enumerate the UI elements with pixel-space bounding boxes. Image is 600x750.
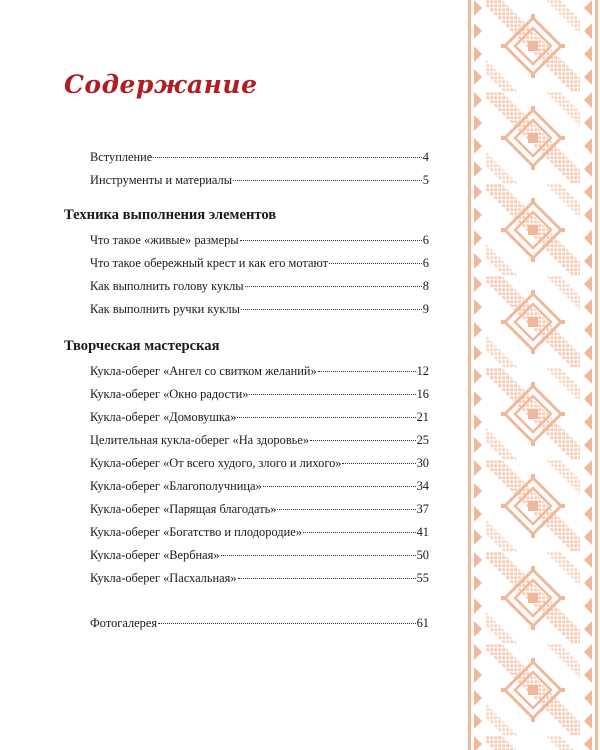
dot-leader bbox=[329, 262, 422, 264]
dot-leader bbox=[263, 485, 416, 487]
toc-entry-page: 41 bbox=[416, 525, 429, 539]
toc-entry-title: Кукла-оберег «Ангел со свитком желаний» bbox=[90, 364, 317, 378]
cross-stitch-border-ornament-icon bbox=[466, 0, 600, 750]
toc-entry-page: 55 bbox=[416, 571, 429, 585]
dot-leader bbox=[318, 370, 416, 372]
toc-entry-page: 5 bbox=[422, 173, 429, 187]
toc-entry-page: 30 bbox=[416, 456, 429, 470]
dot-leader bbox=[233, 179, 422, 181]
toc-entry[interactable] bbox=[64, 360, 429, 383]
dot-leader bbox=[310, 439, 416, 441]
toc-entry-page: 9 bbox=[422, 302, 429, 316]
toc-entry[interactable] bbox=[64, 567, 429, 590]
toc-entry-title: Как выполнить ручки куклы bbox=[90, 302, 240, 316]
toc-entry[interactable] bbox=[64, 169, 429, 192]
dot-leader bbox=[241, 308, 422, 310]
toc-entry-title: Кукла-оберег «От всего худого, злого и лихого» bbox=[90, 456, 342, 470]
toc-entry-page: 6 bbox=[422, 256, 429, 270]
table-of-contents bbox=[64, 146, 429, 635]
dot-leader bbox=[240, 239, 422, 241]
toc-entry[interactable] bbox=[64, 544, 429, 567]
dot-leader bbox=[249, 393, 415, 395]
toc-entry-title: Кукла-оберег «Богатство и плодородие» bbox=[90, 525, 302, 539]
dot-leader bbox=[303, 531, 416, 533]
toc-entry-title: Кукла-оберег «Домовушка» bbox=[90, 410, 237, 424]
dot-leader bbox=[158, 622, 416, 624]
toc-entry-page: 12 bbox=[416, 364, 429, 378]
toc-entry-title: Фотогалерея bbox=[90, 616, 158, 630]
toc-entry[interactable] bbox=[64, 406, 429, 429]
toc-entry-page: 8 bbox=[422, 279, 429, 293]
dot-leader bbox=[237, 416, 415, 418]
toc-entry-page: 61 bbox=[416, 616, 429, 630]
toc-entry[interactable] bbox=[64, 146, 429, 169]
dot-leader bbox=[277, 508, 415, 510]
toc-entry[interactable] bbox=[64, 275, 429, 298]
toc-entry-title: Вступление bbox=[90, 150, 153, 164]
toc-entry[interactable] bbox=[64, 475, 429, 498]
toc-entry-title: Кукла-оберег «Парящая благодать» bbox=[90, 502, 277, 516]
toc-entry-page: 34 bbox=[416, 479, 429, 493]
toc-entry-title: Целительная кукла-оберег «На здоровье» bbox=[90, 433, 310, 447]
toc-entry-title: Что такое обережный крест и как его мотают bbox=[90, 256, 328, 270]
toc-entry-page: 21 bbox=[416, 410, 429, 424]
toc-entry-title: Кукла-оберег «Пасхальная» bbox=[90, 571, 237, 585]
dot-leader bbox=[221, 554, 416, 556]
toc-entry-title: Кукла-оберег «Окно радости» bbox=[90, 387, 249, 401]
dot-leader bbox=[238, 577, 416, 579]
toc-entry-page: 50 bbox=[416, 548, 429, 562]
toc-entry-title: Инструменты и материалы bbox=[90, 173, 233, 187]
toc-entry-title: Как выполнить голову куклы bbox=[90, 279, 244, 293]
toc-entry[interactable] bbox=[64, 521, 429, 544]
toc-entry[interactable] bbox=[64, 383, 429, 406]
toc-entry[interactable] bbox=[64, 298, 429, 321]
toc-entry[interactable] bbox=[64, 452, 429, 475]
dot-leader bbox=[245, 285, 422, 287]
toc-entry-page: 16 bbox=[416, 387, 429, 401]
toc-entry[interactable] bbox=[64, 252, 429, 275]
dot-leader bbox=[342, 462, 415, 464]
toc-entry[interactable] bbox=[64, 229, 429, 252]
toc-entry-page: 25 bbox=[416, 433, 429, 447]
toc-entry-page: 6 bbox=[422, 233, 429, 247]
section-heading-technique: Техника выполнения элементов bbox=[64, 207, 277, 223]
toc-entry-title: Кукла-оберег «Благополучница» bbox=[90, 479, 262, 493]
toc-entry[interactable] bbox=[64, 612, 429, 635]
section-heading-workshop: Творческая мастерская bbox=[64, 338, 220, 354]
toc-entry-page: 4 bbox=[422, 150, 429, 164]
dot-leader bbox=[153, 156, 422, 158]
toc-entry-page: 37 bbox=[416, 502, 429, 516]
toc-entry-title: Что такое «живые» размеры bbox=[90, 233, 239, 247]
toc-entry[interactable] bbox=[64, 429, 429, 452]
page-title: Содержание bbox=[64, 70, 258, 99]
toc-entry[interactable] bbox=[64, 498, 429, 521]
toc-entry-title: Кукла-оберег «Вербная» bbox=[90, 548, 220, 562]
